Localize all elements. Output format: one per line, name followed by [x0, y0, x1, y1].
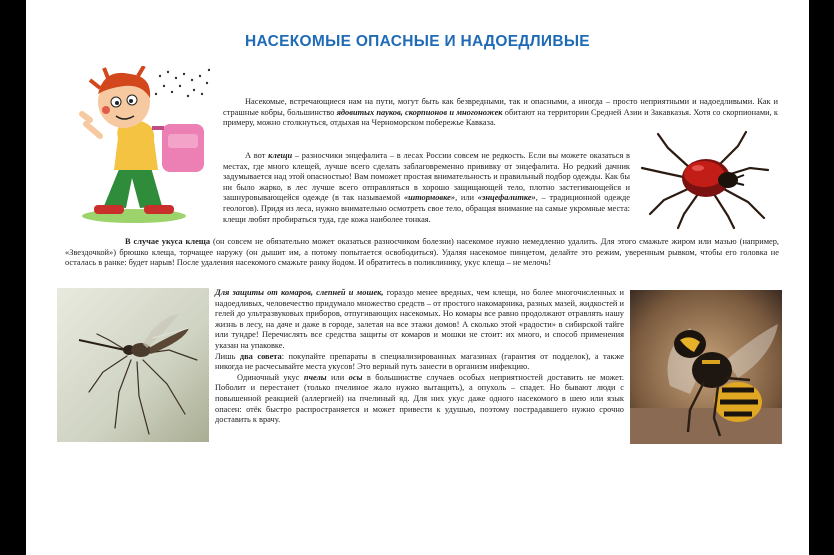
- page-title: НАСЕКОМЫЕ ОПАСНЫЕ И НАДОЕДЛИВЫЕ: [245, 33, 590, 50]
- mosquito-paragraph: Для защиты от комаров, слепней и мошек, гораздо менее вредных, чем клещи, но более многочисленных и надоедливых, человечество придумало множество средств – от простого накомарника, разных мазей, жидкостей и гелей до ультразвуковых приборов, отпугивающих насекомых. Но комары все равно продолжают отравлять нашу жизнь в лесу, на даче и даже в городе, залетая на все этажи домов! А сколько этой «радости» в сибирской тайге или тундре! Перечислять все средства защиты от комаров и мошки не стоит: их много, и способ применения указан на упаковке.: [215, 288, 624, 350]
- intro-paragraph: Насекомые, встречающиеся нам на пути, могут быть как безвредными, так и опасными, а иногда – просто неприятными и надоедливыми. Как и страшные кобры, большинство ядовитых пауков, скорпионов и многоножек обитают на территории Средней Азии и Закавказья. Хотя со скорпионами, к примеру, можно столкнуться, отдыхая на Черноморском побережье Кавказа.: [223, 97, 778, 128]
- boy-illustration: [64, 66, 214, 224]
- wasp-photo: [630, 290, 782, 444]
- tick-bite-paragraph: В случае укуса клеща (он совсем не обязательно может оказаться разносчиком болезни) насекомое нужно немедленно удалить. Для этого смажьте жиром или мазью (например, «Звездочкой») брюшко клеща, торчащее наружу (он дышит им, а потому попытается освободиться). Удаляя насекомое пинцетом, делайте это режим, уверенным рывком, чтобы его головка не осталась в ранке: будет нарыв! После удаления насекомого смажьте ранку йодом. И обратитесь в поликлинику, укус клеща – не мелочь!: [65, 237, 779, 268]
- two-advice-paragraph: Лишь два совета: покупайте препараты в специализированных магазинах (гарантия от подделок), а также никогда не расчесывайте места укусов! Это верный путь занести в организм инфекцию.: [215, 351, 624, 372]
- mosquito-photo: [57, 288, 209, 442]
- mosquito-and-bee-section: [215, 288, 624, 426]
- page-sheet: [26, 0, 809, 555]
- tick-illustration: [638, 128, 778, 230]
- ticks-paragraph: А вот клещи – разносчики энцефалита – в лесах России совсем не редкость. Если вы можете оказаться в местах, где много клещей, лучше всего сделать заблаговременно прививку от энцефалита. Но редкий дачник задумывается над этой опасностью! Вам поможет простая внимательность и правильный подбор одежды. Как бы ни было жарко, в лес лучше всего отправляться в хорошо защищающей тело, плотно застегивающейся и зашнуровывающейся одежде (в так называемой «штормовке», или «энцефалитке», – традиционной одежде геологов). Придя из леса, нужно внимательно осмотреть свое тело, обращая внимание на самые укромные места: клещи любят пробираться туда, где кожа наиболее тонкая.: [223, 151, 631, 224]
- bee-wasp-paragraph: Одиночный укус пчелы или осы в большинстве случаев особых неприятностей доставить не может. Поболит и перестанет (только пчелиное жало нужно вытащить), а опухоль – спадет. Но бывают люди с повышенной реакцией (аллергией) на пчелиный яд. Для них укус даже одного насекомого в шею или язык опасен: отёк быстро распространяется и может привести к удушью, поэтому пострадавшего нужно срочно доставить к врачу.: [215, 372, 624, 425]
